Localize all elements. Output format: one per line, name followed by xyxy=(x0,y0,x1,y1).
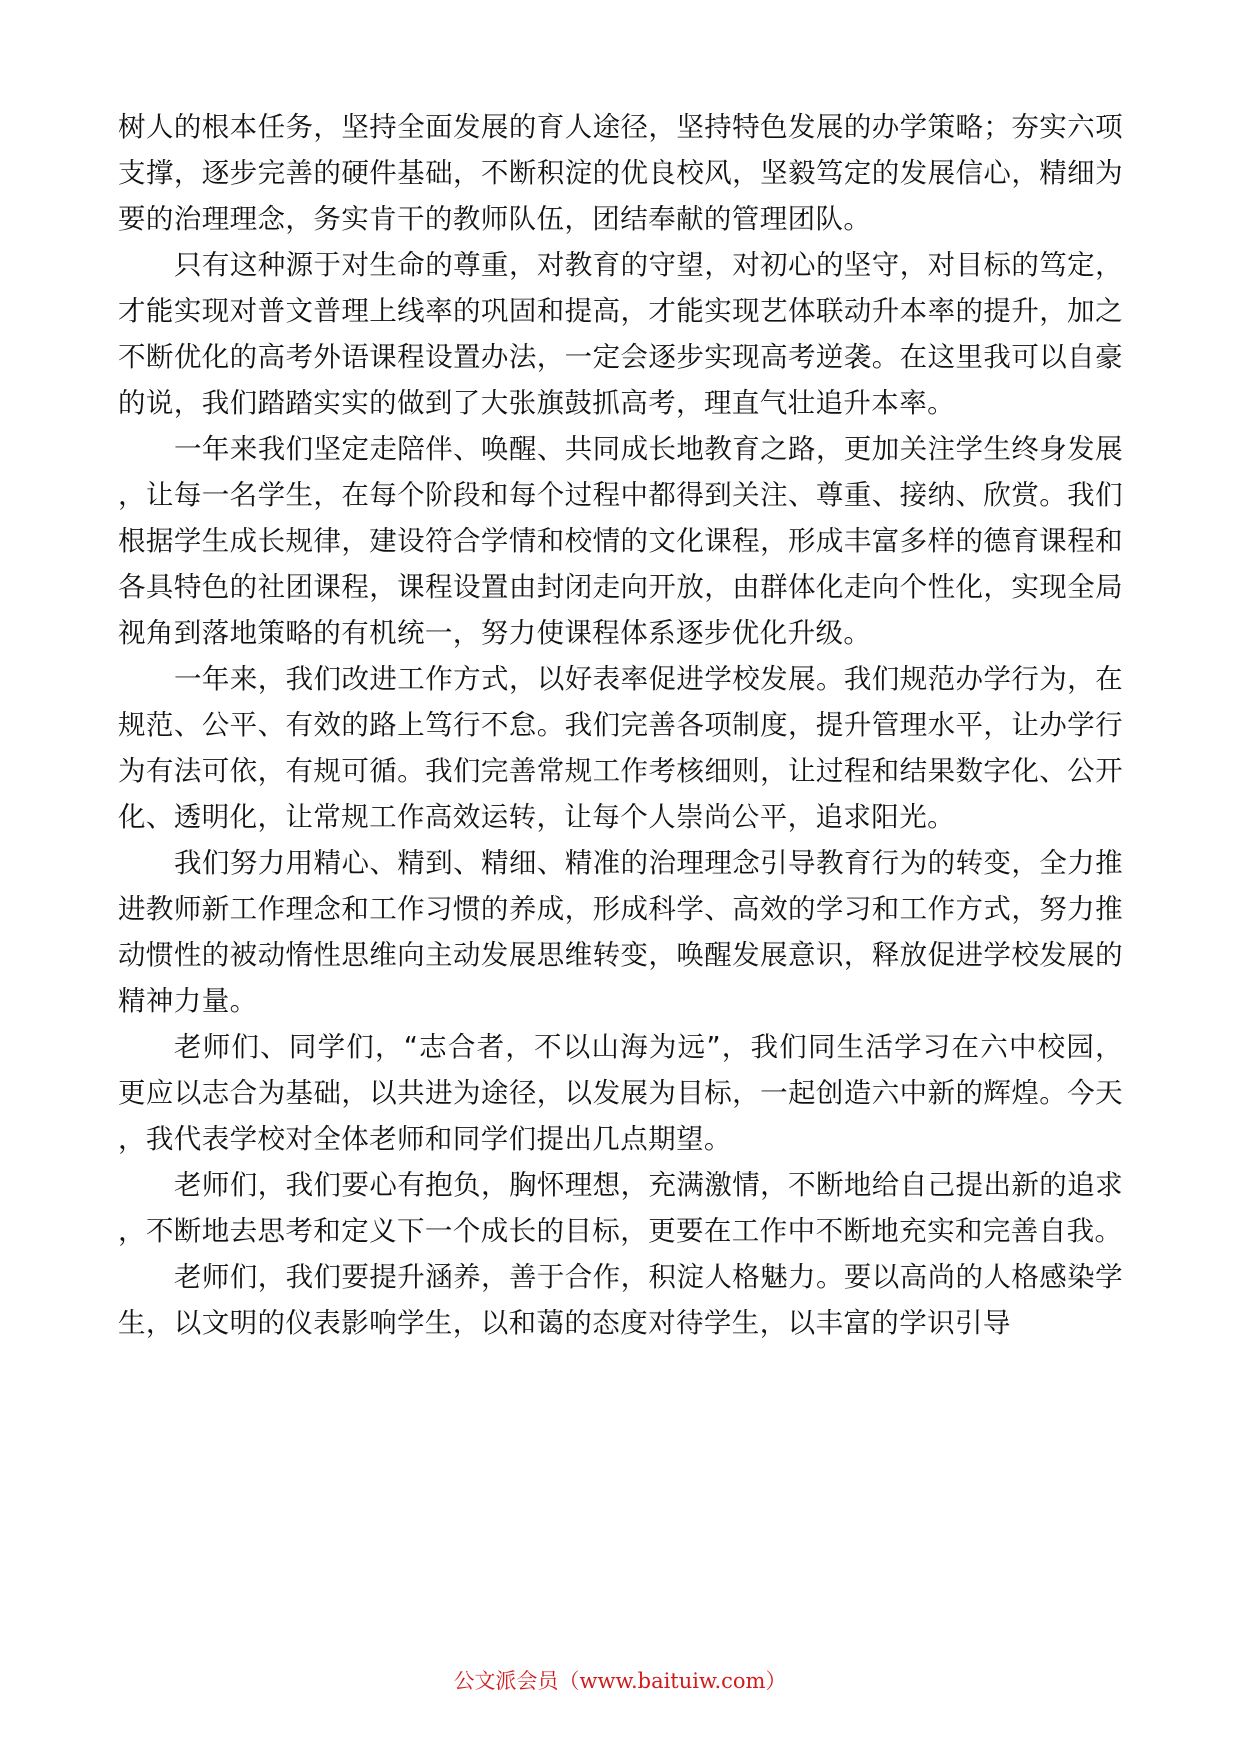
paragraph: 我们努力用精心、精到、精细、精准的治理理念引导教育行为的转变，全力推进教师新工作理念和工作习惯的养成，形成科学、高效的学习和工作方式，努力推动惯性的被动惰性思维向主动发展思维转变，唤醒发展意识，释放促进学校发展的精神力量。 xyxy=(118,847,1123,1017)
document-body xyxy=(118,104,1123,1346)
footer-watermark: 公文派会员（www.baituiw.com） xyxy=(453,1669,787,1693)
paragraph: 老师们，我们要提升涵养，善于合作，积淀人格魅力。要以高尚的人格感染学生，以文明的仪表影响学生，以和蔼的态度对待学生，以丰富的学识引导 xyxy=(118,1261,1123,1339)
paragraph-continuation: 树人的根本任务，坚持全面发展的育人途径，坚持特色发展的办学策略；夯实六项支撑，逐步完善的硬件基础，不断积淀的优良校风，坚毅笃定的发展信心，精细为要的治理理念，务实肯干的教师队伍，团结奉献的管理团队。 xyxy=(118,111,1123,235)
paragraph: 一年来我们坚定走陪伴、唤醒、共同成长地教育之路，更加关注学生终身发展，让每一名学生，在每个阶段和每个过程中都得到关注、尊重、接纳、欣赏。我们根据学生成长规律，建设符合学情和校情的文化课程，形成丰富多样的德育课程和各具特色的社团课程，课程设置由封闭走向开放，由群体化走向个性化，实现全局视角到落地策略的有机统一，努力使课程体系逐步优化升级。 xyxy=(118,433,1123,649)
paragraph: 只有这种源于对生命的尊重，对教育的守望，对初心的坚守，对目标的笃定，才能实现对普文普理上线率的巩固和提高，才能实现艺体联动升本率的提升，加之不断优化的高考外语课程设置办法，一定会逐步实现高考逆袭。在这里我可以自豪的说，我们踏踏实实的做到了大张旗鼓抓高考，理直气壮追升本率。 xyxy=(118,249,1123,419)
paragraph: 老师们、同学们，“志合者，不以山海为远”，我们同生活学习在六中校园，更应以志合为基础，以共进为途径，以发展为目标，一起创造六中新的辉煌。今天，我代表学校对全体老师和同学们提出几点期望。 xyxy=(118,1031,1123,1155)
paragraph: 老师们，我们要心有抱负，胸怀理想，充满激情，不断地给自己提出新的追求，不断地去思考和定义下一个成长的目标，更要在工作中不断地充实和完善自我。 xyxy=(118,1169,1123,1247)
paragraph: 一年来，我们改进工作方式，以好表率促进学校发展。我们规范办学行为，在规范、公平、有效的路上笃行不怠。我们完善各项制度，提升管理水平，让办学行为有法可依，有规可循。我们完善常规工作考核细则，让过程和结果数字化、公开化、透明化，让常规工作高效运转，让每个人崇尚公平，追求阳光。 xyxy=(118,663,1123,833)
